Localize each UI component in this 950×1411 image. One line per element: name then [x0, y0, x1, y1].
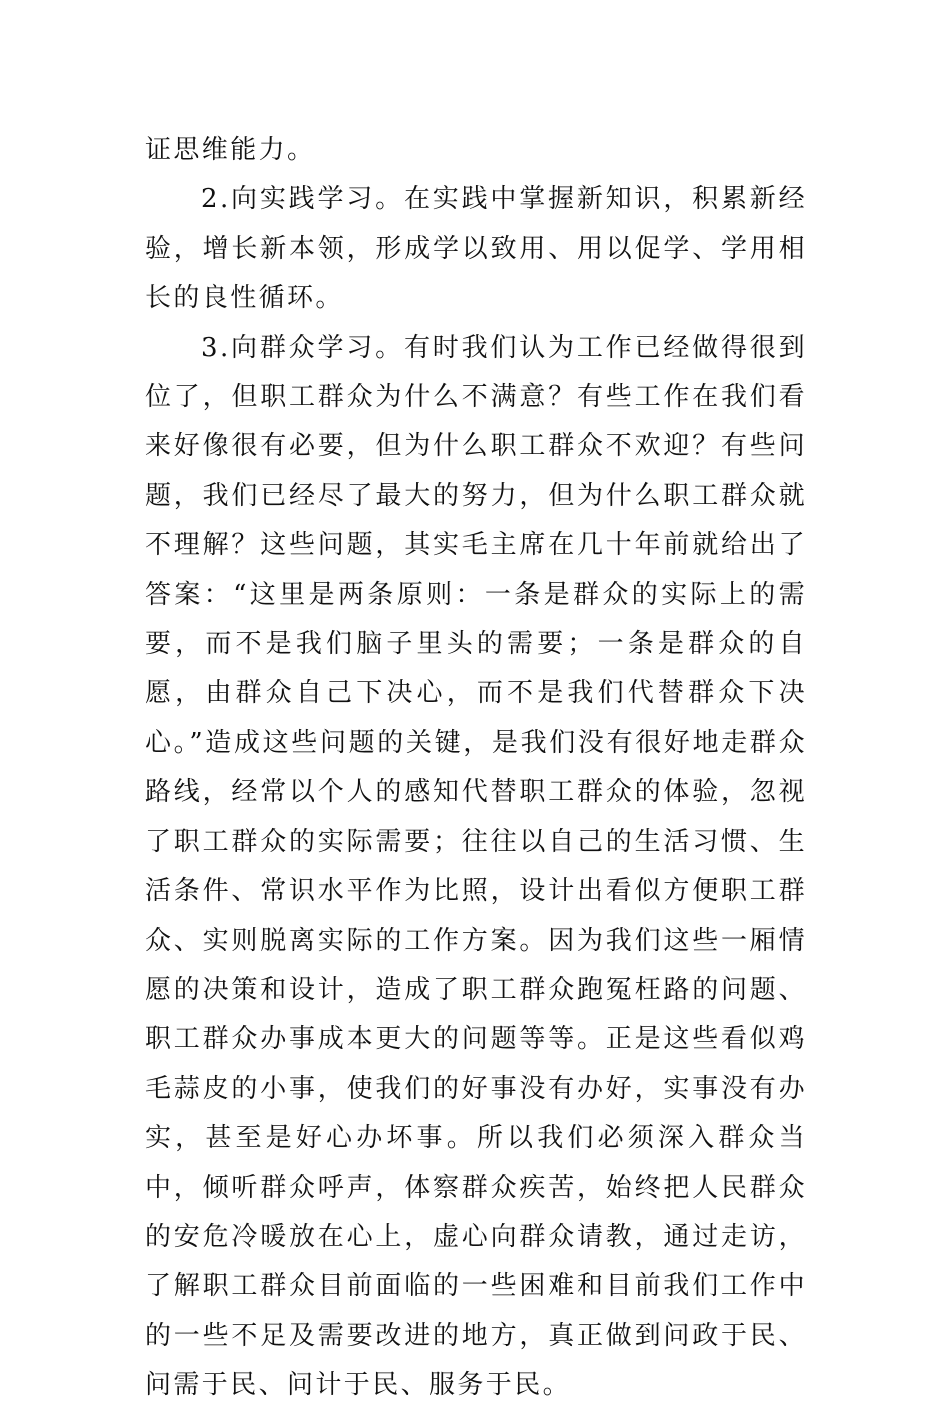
paragraph-continuation: 证思维能力。	[145, 135, 316, 165]
paragraph-learn-from-practice: 2.向实践学习。在实践中掌握新知识，积累新经验，增长新本领，形成学以致用、用以促学、学用相长的良性循环。	[145, 184, 807, 314]
document-body	[145, 126, 807, 1411]
paragraph-learn-from-masses: 3.向群众学习。有时我们认为工作已经做得很到位了，但职工群众为什么不满意？有些工作在我们看来好像很有必要，但为什么职工群众不欢迎？有些问题，我们已经尽了最大的努力，但为什么职工群众就不理解？这些问题，其实毛主席在几十年前就给出了答案：“这里是两条原则：一条是群众的实际上的需要，而不是我们脑子里头的需要；一条是群众的自愿，由群众自己下决心，而不是我们代替群众下决心。”造成这些问题的关键，是我们没有很好地走群众路线，经常以个人的感知代替职工群众的体验，忽视了职工群众的实际需要；往往以自己的生活习惯、生活条件、常识水平作为比照，设计出看似方便职工群众、实则脱离实际的工作方案。因为我们这些一厢情愿的决策和设计，造成了职工群众跑冤枉路的问题、职工群众办事成本更大的问题等等。正是这些看似鸡毛蒜皮的小事，使我们的好事没有办好，实事没有办实，甚至是好心办坏事。所以我们必须深入群众当中，倾听群众呼声，体察群众疾苦，始终把人民群众的安危冷暖放在心上，虚心向群众请教，通过走访，了解职工群众目前面临的一些困难和目前我们工作中的一些不足及需要改进的地方，真正做到问政于民、问需于民、问计于民、服务于民。	[145, 332, 807, 1401]
